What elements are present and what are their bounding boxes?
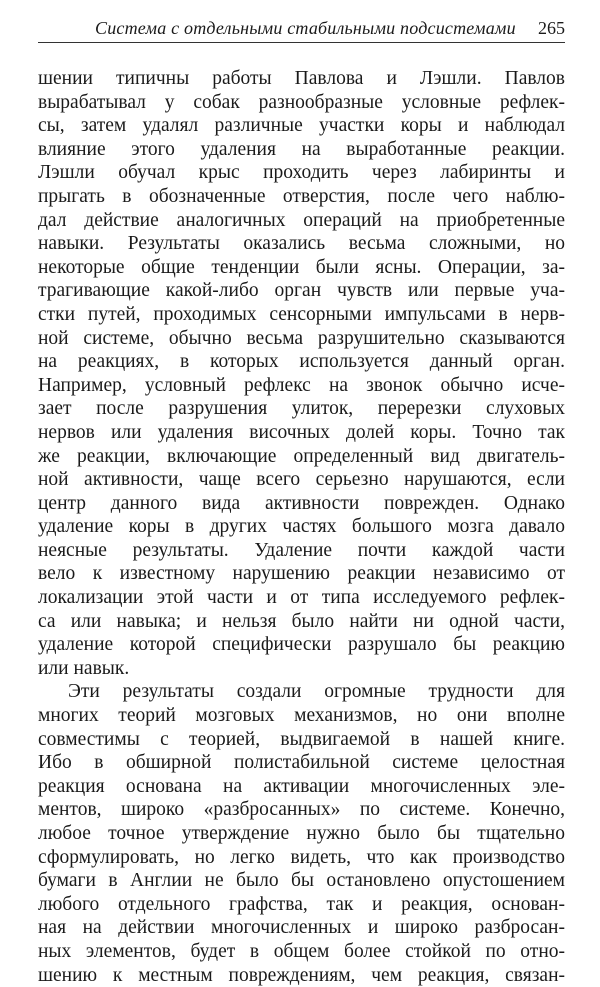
text-line: или навык. [38, 657, 130, 679]
text-line: ментов, широко «разбросанных» по системе. Конечно, [38, 799, 565, 821]
text-line: локализации этой части и от типа исследуемого рефлек- [38, 587, 565, 609]
text-line: вырабатывал у собак разнообразные условные рефлек- [38, 91, 565, 113]
text-line: шении типичны работы Павлова и Лэшли. Павлов [38, 68, 565, 89]
text-line: неясные результаты. Удаление почти каждой части [38, 539, 565, 561]
text-line: реакция основана на активации многочисленных эле- [38, 775, 565, 797]
text-line: трагивающие какой-либо орган чувств или первые уча- [38, 280, 565, 302]
text-line: бумаги в Англии не было бы остановлено опустошением [38, 870, 565, 892]
header-rule [38, 42, 565, 43]
text-line: навыки. Результаты оказались весьма сложными, но [38, 233, 565, 255]
text-line: совместимы с теорией, выдвигаемой в нашей книге. [38, 728, 565, 750]
text-line: Лэшли обучал крыс проходить через лабиринты и [38, 162, 565, 184]
text-line: любого отдельного графства, так и реакция, основан- [38, 893, 565, 915]
text-line: стки путей, проходимых сенсорными импульсами в нерв- [38, 303, 565, 325]
text-line: удаление которой специфически разрушало бы реакцию [38, 634, 565, 656]
text-line: же реакции, включающие определенный вид двигатель- [38, 445, 565, 467]
text-line: на реакциях, в которых используется данный орган. [38, 351, 565, 373]
text-line: зает после разрушения улиток, перерезки слуховых [38, 398, 565, 420]
text-line: ных элементов, будет в общем более стойкой по отно- [38, 940, 565, 962]
text-line: нервов или удаления височных долей коры. Точно так [38, 421, 565, 443]
running-title: Система с отдельными стабильными подсистемами [95, 18, 516, 38]
paragraph-1 [38, 67, 565, 680]
text-line: шению к местным повреждениям, чем реакция, связан- [38, 964, 565, 986]
text-line: Эти результаты создали огромные трудности для [68, 681, 565, 703]
text-line: Ибо в обширной полистабильной системе целостная [38, 752, 565, 774]
text-line: вело к известному нарушению реакции независимо от [38, 563, 565, 585]
text-line: центр данного вида активности поврежден. Однако [38, 492, 565, 514]
text-line: прыгать в обозначенные отверстия, после чего наблю- [38, 185, 565, 207]
body-text [38, 67, 565, 987]
text-line: са или навыка; и нельзя было найти ни одной части, [38, 610, 565, 632]
page-number: 265 [538, 18, 565, 38]
text-line: сформулировать, но легко видеть, что как производство [38, 846, 565, 868]
paragraph-2 [38, 680, 565, 987]
text-line: ной активности, чаще всего серьезно нарушаются, если [38, 469, 565, 491]
running-header [38, 18, 565, 42]
text-line: многих теорий мозговых механизмов, но они вполне [38, 705, 565, 727]
text-line: некоторые общие тенденции были ясны. Операции, за- [38, 256, 565, 278]
text-line: дал действие аналогичных операций на приобретенные [38, 209, 565, 231]
text-line: удаление коры в других частях большого мозга давало [38, 516, 565, 538]
text-line: любое точное утверждение нужно было бы тщательно [38, 823, 565, 844]
text-line: влияние этого удаления на выработанные реакции. [38, 138, 565, 160]
text-line: Например, условный рефлекс на звонок обычно исче- [38, 374, 565, 396]
text-line: сы, затем удалял различные участки коры и наблюдал [38, 115, 565, 137]
text-line: ная на действии многочисленных и широко разбросан- [38, 917, 565, 939]
text-line: ной системе, обычно весьма разрушительно сказываются [38, 327, 565, 349]
